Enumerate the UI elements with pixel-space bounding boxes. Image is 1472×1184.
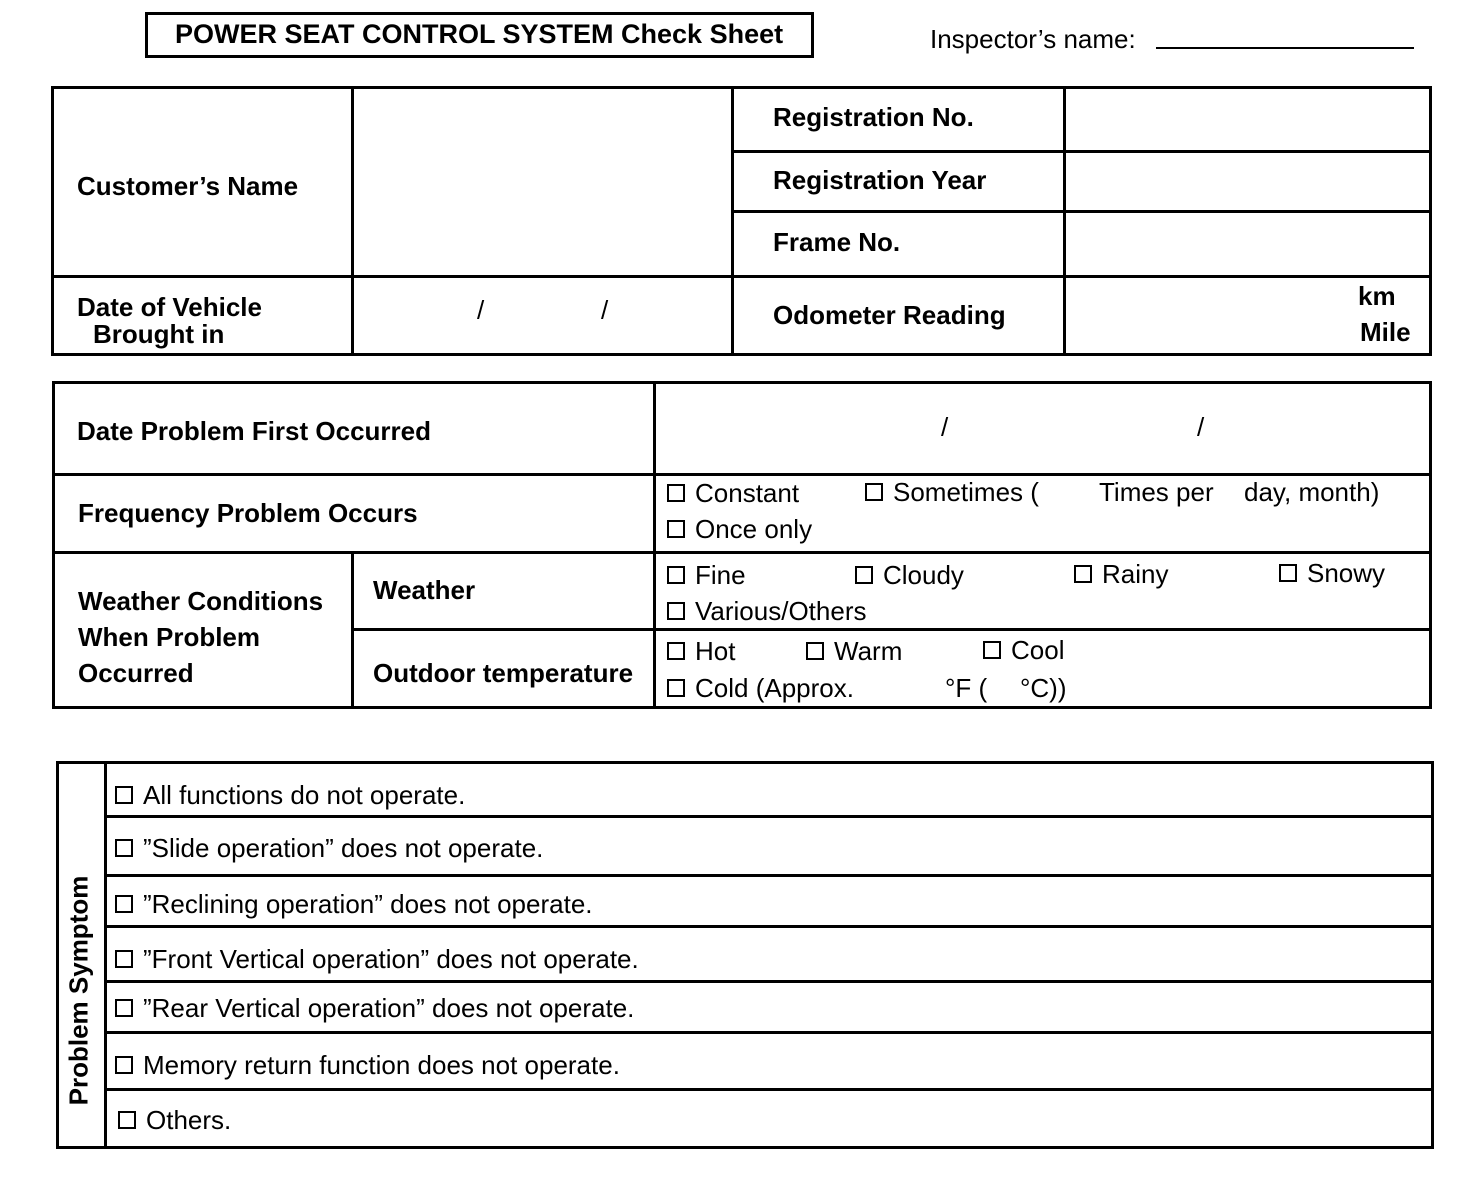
date-brought-separator-2: /: [601, 295, 609, 325]
cold-checkbox[interactable]: [667, 679, 685, 697]
symptom-row-line-1: [106, 815, 1432, 818]
odometer-field[interactable]: [1068, 280, 1348, 352]
symptom-row-line-6: [106, 1088, 1432, 1091]
odometer-unit-mile: Mile: [1360, 317, 1411, 347]
table1-divider-1: [351, 88, 354, 354]
frequency-constant-option[interactable]: [667, 480, 799, 506]
table2-divider-main: [653, 383, 656, 707]
customer-name-field[interactable]: [356, 92, 728, 272]
symptom-checkbox[interactable]: [115, 1056, 133, 1074]
date-brought-field[interactable]: [356, 280, 728, 352]
temp-unit-f: °F (: [945, 673, 988, 703]
table1-row-line-b: [733, 210, 1429, 213]
customer-name-label: Customer’s Name: [77, 171, 299, 201]
symptom-row-line-5: [106, 1031, 1432, 1034]
constant-label: Constant: [695, 478, 800, 508]
table1-divider-3: [1063, 88, 1066, 354]
temp-unit-c: °C)): [1020, 673, 1067, 703]
date-first-occurred-label: Date Problem First Occurred: [77, 416, 431, 446]
once-only-label: Once only: [695, 514, 813, 544]
weather-fine-option[interactable]: [667, 562, 746, 588]
various-label: Various/Others: [695, 596, 867, 626]
symptom-checkbox[interactable]: [115, 839, 133, 857]
symptom-label: Others.: [146, 1105, 232, 1135]
frequency-label: Frequency Problem Occurs: [78, 498, 418, 528]
weather-various-option[interactable]: [667, 598, 866, 624]
date-first-separator-1: /: [941, 412, 949, 442]
temp-cold-option[interactable]: [667, 675, 854, 701]
symptom-checkbox[interactable]: [115, 786, 133, 804]
temp-hot-option[interactable]: [667, 638, 735, 664]
registration-year-label: Registration Year: [773, 165, 987, 195]
table2-row-line-c: [353, 628, 1430, 631]
odometer-unit-km: km: [1358, 281, 1396, 311]
frame-no-label: Frame No.: [773, 227, 901, 257]
symptom-checkbox[interactable]: [115, 950, 133, 968]
rainy-label: Rainy: [1102, 559, 1169, 589]
cool-label: Cool: [1011, 635, 1065, 665]
date-brought-label-line1: Date of Vehicle: [77, 292, 262, 322]
registration-no-field[interactable]: [1068, 92, 1428, 148]
symptom-option[interactable]: [115, 946, 639, 972]
symptom-option[interactable]: [115, 1052, 620, 1078]
once-only-checkbox[interactable]: [667, 520, 685, 538]
symptom-checkbox[interactable]: [115, 895, 133, 913]
symptom-label: ”Reclining operation” does not operate.: [143, 889, 593, 919]
page-title: POWER SEAT CONTROL SYSTEM Check Sheet: [175, 19, 784, 49]
cool-checkbox[interactable]: [983, 641, 1001, 659]
hot-checkbox[interactable]: [667, 642, 685, 660]
table1-divider-2: [731, 88, 734, 354]
weather-cloudy-option[interactable]: [855, 562, 964, 588]
cloudy-checkbox[interactable]: [855, 566, 873, 584]
warm-label: Warm: [834, 636, 903, 666]
date-first-occurred-field[interactable]: [658, 386, 1428, 471]
symptom-option[interactable]: [115, 995, 634, 1021]
fine-label: Fine: [695, 560, 746, 590]
symptom-option[interactable]: [115, 782, 465, 808]
weather-rainy-option[interactable]: [1074, 561, 1168, 587]
day-month-label: day, month): [1244, 477, 1380, 507]
symptom-label: ”Slide operation” does not operate.: [143, 833, 544, 863]
rainy-checkbox[interactable]: [1074, 565, 1092, 583]
snowy-checkbox[interactable]: [1279, 564, 1297, 582]
frequency-sometimes-option[interactable]: [865, 479, 1039, 505]
weather-snowy-option[interactable]: [1279, 560, 1385, 586]
symptom-option[interactable]: [115, 891, 593, 917]
weather-label: Weather: [373, 575, 476, 605]
symptom-label: Memory return function does not operate.: [143, 1050, 620, 1080]
registration-year-field[interactable]: [1068, 154, 1428, 208]
odometer-label: Odometer Reading: [773, 300, 1006, 330]
symptom-row-line-4: [106, 980, 1432, 983]
sometimes-checkbox[interactable]: [865, 483, 883, 501]
table1-row-line-c: [53, 275, 1429, 278]
outdoor-temp-label: Outdoor temperature: [373, 658, 634, 688]
temp-warm-option[interactable]: [806, 638, 902, 664]
registration-no-label: Registration No.: [773, 102, 974, 132]
table2-row-line-b: [54, 551, 1430, 554]
date-brought-label-line2: Brought in: [93, 319, 225, 349]
weather-conditions-label-line3: Occurred: [78, 658, 194, 688]
cold-label: Cold (Approx.: [695, 673, 854, 703]
symptom-checkbox[interactable]: [115, 999, 133, 1017]
inspector-name-label: Inspector’s name:: [930, 24, 1136, 54]
various-checkbox[interactable]: [667, 602, 685, 620]
date-brought-separator-1: /: [477, 295, 485, 325]
sometimes-label: Sometimes (: [893, 477, 1039, 507]
table2-row-line-a: [54, 473, 1430, 476]
snowy-label: Snowy: [1307, 558, 1386, 588]
warm-checkbox[interactable]: [806, 642, 824, 660]
inspector-name-field[interactable]: [1156, 47, 1414, 49]
constant-checkbox[interactable]: [667, 484, 685, 502]
frequency-once-only-option[interactable]: [667, 516, 812, 542]
symptom-row-line-3: [106, 925, 1432, 928]
times-per-label: Times per: [1099, 477, 1214, 507]
symptom-option[interactable]: [115, 835, 543, 861]
problem-symptom-label: Problem Symptom: [63, 875, 94, 1106]
cloudy-label: Cloudy: [883, 560, 964, 590]
weather-conditions-label-line1: Weather Conditions: [78, 586, 324, 616]
table1-row-line-a: [733, 150, 1429, 153]
symptom-checkbox[interactable]: [118, 1111, 136, 1129]
date-first-separator-2: /: [1197, 412, 1205, 442]
symptom-label: ”Front Vertical operation” does not operate.: [143, 944, 639, 974]
hot-label: Hot: [695, 636, 736, 666]
temp-cool-option[interactable]: [983, 637, 1064, 663]
symptom-label: All functions do not operate.: [143, 780, 466, 810]
frame-no-field[interactable]: [1068, 214, 1428, 273]
fine-checkbox[interactable]: [667, 566, 685, 584]
weather-conditions-label-line2: When Problem: [78, 622, 261, 652]
symptom-option[interactable]: [118, 1107, 231, 1133]
symptom-row-line-2: [106, 874, 1432, 877]
symptom-label: ”Rear Vertical operation” does not operate.: [143, 993, 635, 1023]
